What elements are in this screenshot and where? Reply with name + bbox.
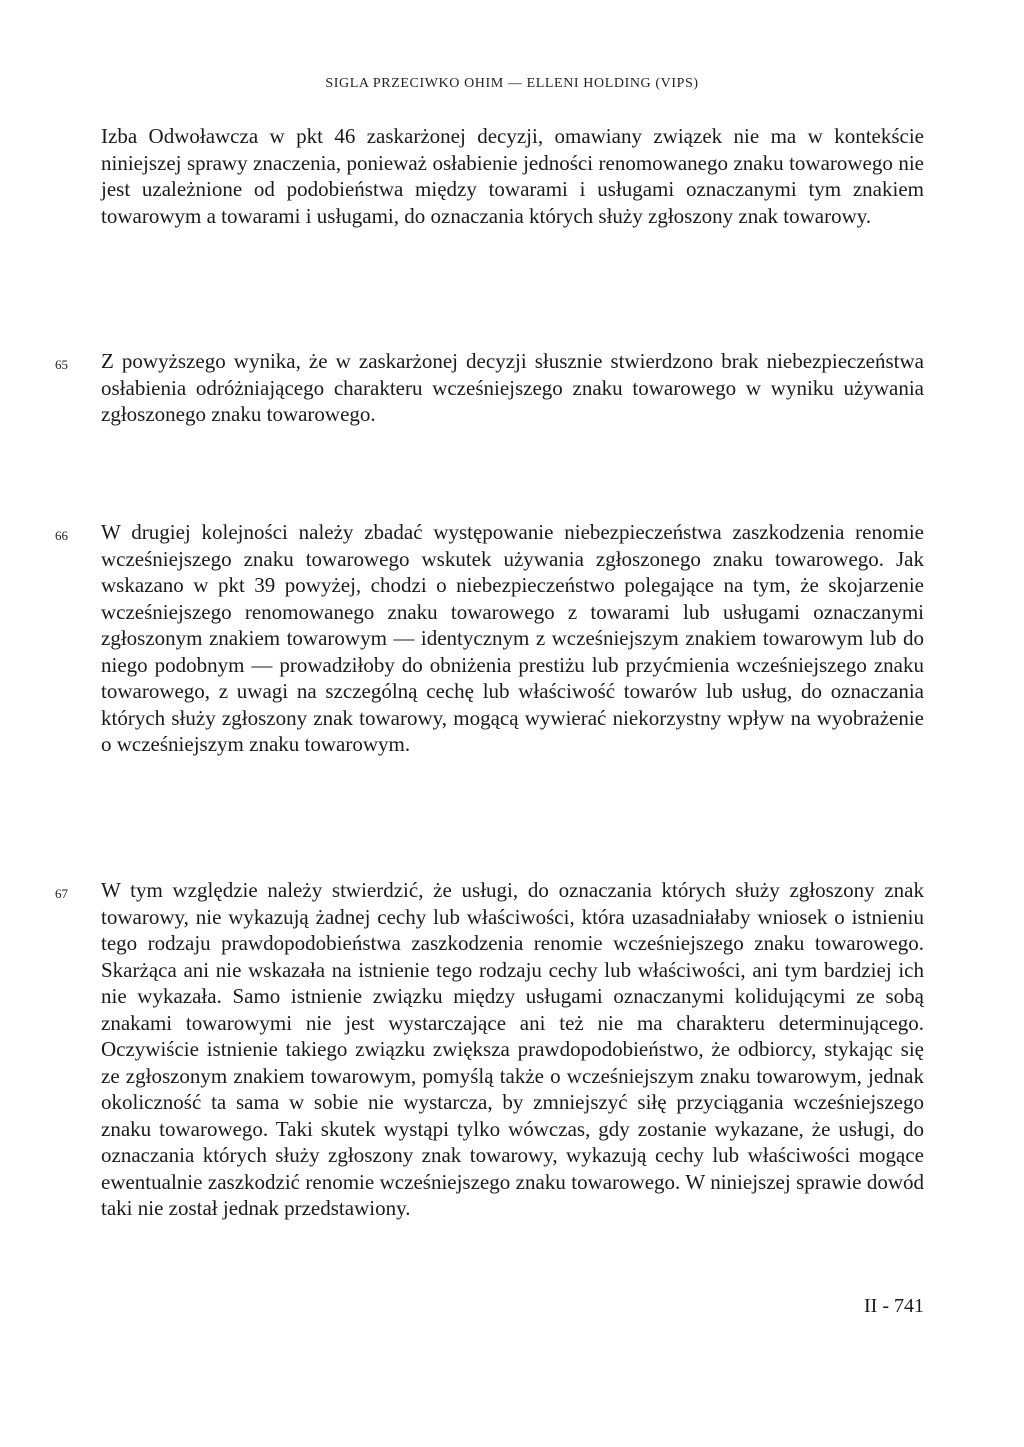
paragraph-number-65: 65	[55, 357, 68, 372]
page-number: II - 741	[864, 1295, 924, 1317]
paragraph-67: W tym względzie należy stwierdzić, że usługi, do oznaczania których służy zgłoszony znak towarowy, nie wykazują żadnej cechy lub właściwości, która uzasadniałaby wniosek o istnieniu tego rodzaju prawdopodobieństwa zaszkodzenia renomie wcześniejszego znaku towarowego. Skarżąca ani nie wskazała na istnienie tego rodzaju cechy lub właściwości, ani tym bardziej ich nie wykazała. Samo istnienie związku między usługami oznaczanymi kolidującymi ze sobą znakami towarowymi nie jest wystarczające ani też nie ma charakteru determinującego. Oczywiście istnienie takiego związku zwiększa prawdopodobieństwo, że odbiorcy, stykając się ze zgłoszonym znakiem towarowym, pomyślą także o wcześniejszym znaku towarowym, jednak okoliczność ta sama w sobie nie wystarcza, by zmniejszyć siłę przyciągania wcześniejszego znaku towarowego. Taki skutek wystąpi tylko wówczas, gdy zostanie wykazane, że usługi, do oznaczania których służy zgłoszony znak towarowy, wykazują cechy lub właściwości mogące ewentualnie zaszkodzić renomie wcześniejszego znaku towarowego. W niniejszej sprawie dowód taki nie został jednak przedstawiony.	[101, 878, 924, 1220]
running-head: SIGLA PRZECIWKO OHIM — ELLENI HOLDING (VIPS)	[325, 76, 699, 91]
paragraph-65: Z powyższego wynika, że w zaskarżonej decyzji słusznie stwierdzono brak niebezpieczeństwa osłabienia odróżniającego charakteru wcześniejszego znaku towarowego w wyniku używania zgłoszonego znaku towarowego.	[101, 349, 924, 426]
paragraph-number-67: 67	[55, 886, 68, 901]
paragraph-continued: Izba Odwoławcza w pkt 46 zaskarżonej decyzji, omawiany związek nie ma w kontekście niniejszej sprawy znaczenia, ponieważ osłabienie jedności renomowanego znaku towarowego nie jest uzależnione od podobieństwa między towarami i usługami oznaczanymi tym znakiem towarowym a towarami i usługami, do oznaczania których służy zgłoszony znak towarowy.	[101, 124, 924, 228]
paragraph-number-66: 66	[55, 528, 68, 543]
paragraph-66: W drugiej kolejności należy zbadać występowanie niebezpieczeństwa zaszkodzenia renomie wcześniejszego znaku towarowego wskutek używania zgłoszonego znaku towarowego. Jak wskazano w pkt 39 powyżej, chodzi o niebezpieczeństwo polegające na tym, że skojarzenie wcześniejszego renomowanego znaku towarowego z towarami lub usługami oznaczanymi zgłoszonym znakiem towarowym — identycznym z wcześniejszym znakiem towarowym lub do niego podobnym — prowadziłoby do obniżenia prestiżu lub przyćmienia wcześniejszego znaku towarowego, z uwagi na szczególną cechę lub właściwość towarów lub usług, do oznaczania których służy zgłoszony znak towarowy, mogącą wywierać niekorzystny wpływ na wyobrażenie o wcześniejszym znaku towarowym.	[101, 520, 924, 756]
